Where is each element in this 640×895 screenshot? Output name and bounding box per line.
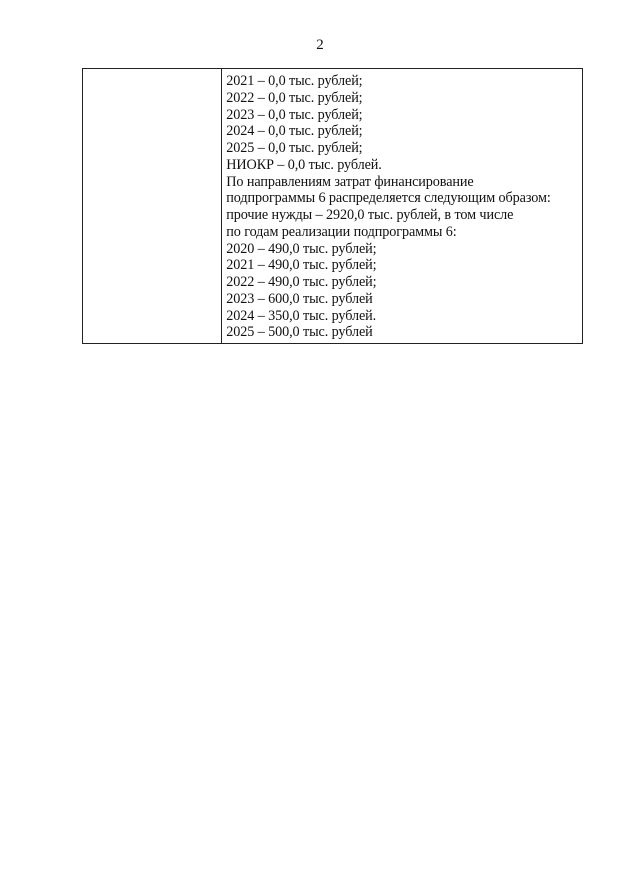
text-line: 2025 – 500,0 тыс. рублей — [226, 324, 373, 341]
text-line: по годам реализации подпрограммы 6: — [226, 223, 457, 240]
table-row — [83, 69, 583, 344]
table-cell-left — [83, 69, 222, 344]
text-line: 2022 – 0,0 тыс. рублей; — [226, 89, 363, 106]
text-line: 2023 – 600,0 тыс. рублей — [226, 290, 373, 307]
table-cell-right — [222, 69, 583, 344]
text-line: прочие нужды – 2920,0 тыс. рублей, в том числе — [226, 207, 514, 223]
text-line: 2021 – 490,0 тыс. рублей; — [226, 257, 377, 274]
text-line: подпрограммы 6 распределяется следующим образом: — [226, 190, 551, 207]
text-line: 2024 – 350,0 тыс. рублей. — [226, 307, 377, 324]
text-line: 2022 – 490,0 тыс. рублей; — [226, 274, 377, 290]
page-number: 2 — [316, 37, 324, 53]
text-line: 2020 – 490,0 тыс. рублей; — [226, 240, 377, 257]
text-line: По направлениям затрат финансирование — [226, 173, 474, 190]
text-line: 2024 – 0,0 тыс. рублей; — [226, 123, 363, 140]
passport-table — [82, 68, 583, 344]
text-line: 2021 – 0,0 тыс. рублей; — [226, 73, 363, 89]
text-line: 2025 – 0,0 тыс. рублей; — [226, 140, 363, 156]
text-line: НИОКР – 0,0 тыс. рублей. — [226, 156, 382, 173]
text-line: 2023 – 0,0 тыс. рублей; — [226, 106, 363, 123]
